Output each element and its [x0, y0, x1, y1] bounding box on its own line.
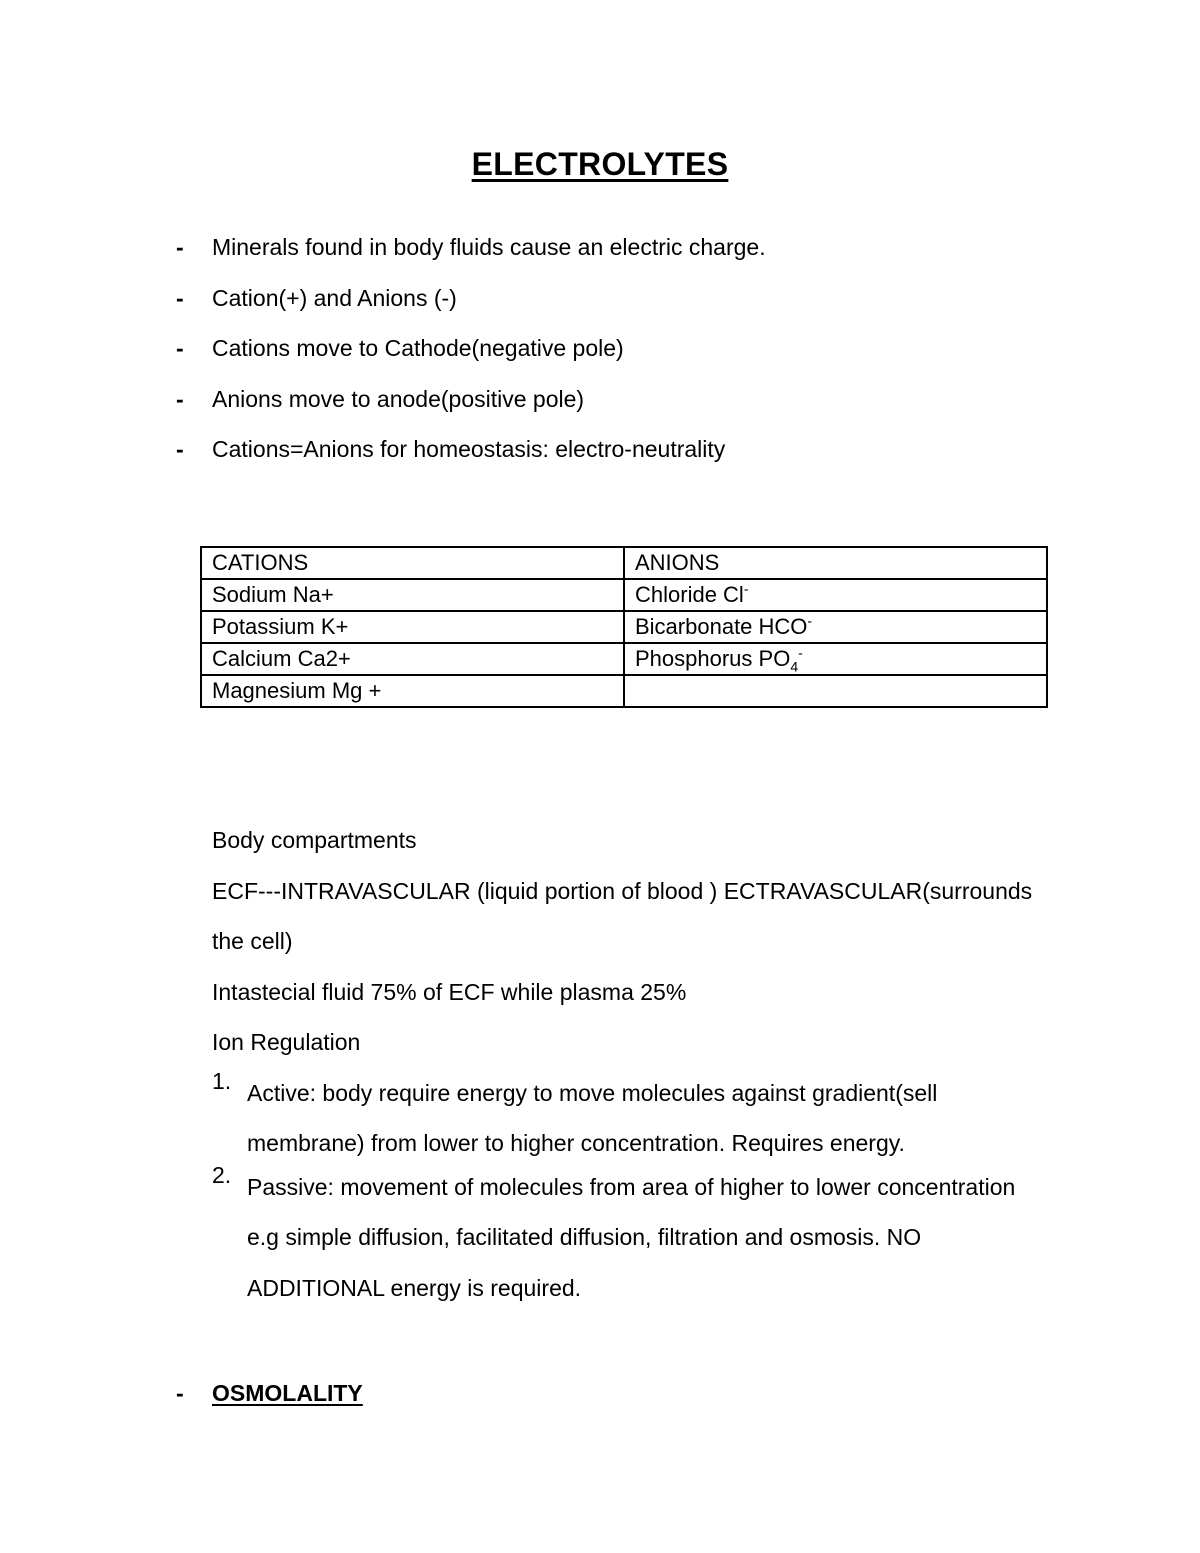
anion-text: Bicarbonate HCO: [635, 614, 808, 639]
list-item: [212, 1068, 1072, 1169]
bullet-dash: -: [176, 284, 184, 311]
header-anions: ANIONS: [624, 547, 1047, 579]
bullet-text: Anions move to anode(positive pole): [212, 385, 585, 412]
anion-cell: [624, 643, 1047, 675]
page-title: ELECTROLYTES: [471, 146, 729, 182]
list-text: Active: body require energy to move molecules against gradient(sell membrane) from lower to higher concentration. Requires energy.: [247, 1079, 938, 1156]
anion-subscript: 4: [790, 658, 799, 675]
list-item: [212, 1162, 1072, 1314]
bullet-text: Cations move to Cathode(negative pole): [212, 335, 624, 361]
bullet-dash: -: [176, 1380, 184, 1406]
anion-text: Chloride Cl: [635, 582, 744, 607]
list-item: [176, 229, 766, 280]
list-item: [176, 431, 766, 482]
cation-cell: Magnesium Mg +: [201, 675, 624, 707]
bullet-text: Cations=Anions for homeostasis: electro-neutrality: [212, 436, 726, 462]
bullet-list: [176, 229, 766, 482]
cation-cell: Sodium Na+: [201, 579, 624, 611]
bullet-dash: -: [176, 385, 184, 412]
regulation-list: [212, 1068, 1072, 1314]
ecf-line: ECF---INTRAVASCULAR (liquid portion of blood ) ECTRAVASCULAR(surrounds: [212, 877, 1033, 904]
anion-superscript: -: [798, 644, 803, 661]
compartments-heading: Body compartments: [212, 827, 417, 853]
cation-cell: Potassium K+: [201, 611, 624, 643]
anion-superscript: -: [807, 612, 813, 629]
intastecial-line: Intastecial fluid 75% of ECF while plasma 25%: [212, 978, 687, 1005]
list-number: 1.: [212, 1067, 232, 1094]
osmolality-heading: OSMOLALITY: [212, 1380, 363, 1406]
bullet-dash: -: [176, 335, 184, 361]
anion-cell: [624, 675, 1047, 707]
anion-cell: [624, 579, 1047, 611]
ions-table: [200, 546, 1048, 708]
table-header-row: [201, 547, 1047, 579]
bullet-text: Minerals found in body fluids cause an electric charge.: [212, 234, 766, 260]
list-item: [176, 330, 766, 381]
list-item: [176, 280, 766, 331]
ecf-line-continued: the cell): [212, 928, 293, 954]
header-cations: CATIONS: [201, 547, 624, 579]
list-text: Passive: movement of molecules from area of higher to lower concentration e.g simple diffusion, facilitated diffusion, filtration and osmosis. NO ADDITIONAL energy is required.: [247, 1173, 1016, 1301]
anion-superscript: -: [743, 580, 749, 597]
cation-cell: Calcium Ca2+: [201, 643, 624, 675]
osmolality-item: [176, 1375, 363, 1411]
anion-text: Phosphorus PO: [635, 646, 791, 671]
bullet-dash: -: [176, 234, 184, 260]
bullet-dash: -: [176, 436, 184, 462]
list-number: 2.: [212, 1161, 232, 1188]
table-row: [201, 579, 1047, 611]
table-row: [201, 643, 1047, 675]
table-row: [201, 611, 1047, 643]
list-item: [176, 381, 766, 432]
anion-cell: [624, 611, 1047, 643]
ion-regulation-heading: Ion Regulation: [212, 1029, 361, 1055]
bullet-text: Cation(+) and Anions (-): [212, 284, 457, 311]
body-section: [212, 822, 1072, 1313]
table-row: [201, 675, 1047, 707]
